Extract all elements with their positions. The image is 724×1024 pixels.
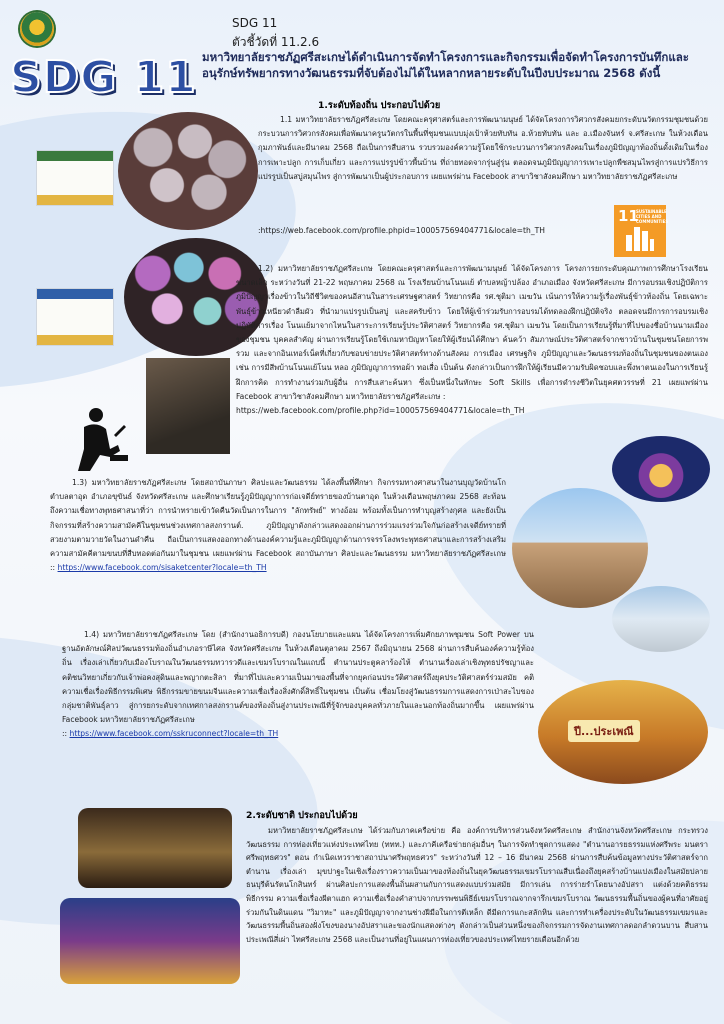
paragraph-1-1-link-row xyxy=(258,224,678,238)
sdg-badge-number: 11 xyxy=(618,207,639,225)
performance-stage-photo xyxy=(78,808,232,888)
paragraph-text: 1.1 มหาวิทยาลัยราชภัฏศรีสะเกษ โดยคณะครุศาสตร์และการพัฒนามนุษย์ ได้จัดโครงการวิศวกรสังคมยกระดับนวัตกรรมชุมชนด้วยกระบวนการวิศวกรสังคมเพื่อพัฒนาครูนวัตกรในพื้นที่ชุมชนแบบมุ่งเป้าห้วยทับทัน อ.ห้วยทับทัน และ อ.เมืองจันทร์ จ.ศรีสะเกษ ในห้วงเดือนกุมภาพันธ์และมีนาคม 2568 ถือเป็นการสืบสาน รวบรวมองค์ความรู้โดยใช้กระบวนการวิศวกรสังคมในเรื่องภูมิปัญญาท้องถิ่นดั้งเดิมในเรื่องการเพาะปลูก การเก็บเกี่ยว และการแปรรูปข้าวพื้นบ้าน ที่ถ่ายทอดจากรุ่นสู่รุ่น ตลอดจนภูมิปัญญาการเพาะปลูกพืชสมุนไพรสู่การแปรวิธีการแปรรูปเป็นสบู่สมุนไพร สู่การพัฒนาเป็นผู้ประกอบการ เผยแพร่ผ่าน Facebook สาขาวิชาสังคมศึกษา มหาวิทยาลัยราชภัฏศรีสะเกษ xyxy=(258,115,708,181)
white-temple-photo xyxy=(612,586,710,652)
project-poster-2 xyxy=(36,288,114,346)
university-logo xyxy=(20,12,54,46)
mural-caption: ปี...ประเพณี xyxy=(568,720,640,742)
paragraph-text: 1.3) มหาวิทยาลัยราชภัฏศรีสะเกษ โดยสถาบันภาษา ศิลปะและวัฒนธรรม ได้ลงพื้นที่ศึกษา กิจกรรมทางศาสนาในงานบุญวัดบ้านโก ตำบลตาอุด อำเภอขุขันธ์ จังหวัดศรีสะเกษ และศึกษาเรียนรู้ภูมิปัญญาการก่อเจดีย์ทรายของบ้านตาอุด ในห้วงเดือนพฤษภาคม 2568 สะท้อนถึงความเชื่อทางพุทธศาสนาที่ว่า การนำทรายเข้าวัดคืนวัดเป็นการในการ "ลักทรัพย์" ทางอ้อม พร้อมทั้งเป็นการทำบุญสร้างกุศล และยังเป็นกิจกรรมที่สร้างความสามัคคีในชุมชนช่วงเทศกาลสงกรานต์. ภูมิปัญญาดังกล่าวแสดงออกผ่านการร่วมแรงร่วมใจกันก่อสร้างเจดีย์ทรายที่สวยงามตามวายวัดในงานดำคืน ถือเป็นการแสดงออกทางด้านองค์ความรู้และภูมิปัญญาด้านการจรรโลงพระพุทธศาสนาและการสร้างเสริมความสามัคคีตามขนบที่สืบทอดต่อกันมาในชุมชน เผยแพร่ผ่าน Facebook สถาบันภาษา ศิลปะและวัฒนธรรม มหาวิทยาลัยราชภัฏศรีสะเกษ :: xyxy=(50,478,506,573)
paragraph-1-2 xyxy=(236,262,708,418)
weaving-workshop-photo xyxy=(146,358,230,454)
herbal-soap-cups-photo xyxy=(118,112,258,230)
sdg-badge-caption: SUSTAINABLE CITIES AND COMMUNITIES xyxy=(636,209,669,224)
paragraph-1-4: 1.4) มหาวิทยาลัยราชภัฏศรีสะเกษ โดย (สำนักงานอธิการบดี) กองนโยบายและแผน ได้จัดโครงการเพิ่มศักยภาพชุมชน Soft Power บนฐานอัตลักษณ์ศิลปวัฒนธรรมท้องถิ่นอำเภอราษีไศล จังหวัดศรีสะเกษ ในห้วงเดือนตุลาคม 2567 ถึงมิถุนายน 2568 ผ่านการสืบค้นองค์ความรู้ท้องถิ่น เรื่องเล่าเกี่ยวกับเมืองโบราณในวัฒนธรรมทวารวดีและเขมรโบราณในแถบนี้ ตำนานประตูคลาร้องไห้ ตำนานเรื่องเล่าเชิงพุทธปรัชญาและคติชนวิทยาเกี่ยวกับเจ้าพ่อคงสุดินและพญากตะสิลา ที่มาที่ไปและความเป็นมาของพื้นที่จากยุคก่อนประวัติศาสตร์ถึงยุคประวัติศาสตร์ร่วมสมัย คติความเชื่อเรื่องพิธีกรรมพิเศษ พิธีกรรมขายขนมจีนและความเชื่อเรื่องสิ่งศักดิ์สิทธิ์ในชุมชน เป็นต้น เชื่อมโยงสู่วัฒนธรรมการแสดงการเป่าสะไบของกลุ่มชาติพันธุ์ลาว สู่การยกระดับจากเทศกาลสงกรานต์ของท้องถิ่นสู่งานประเพณีที่รู้จักของบุคคลทั่วภายในและนอกท้องถิ่นมากขึ้น เผยแพร่ผ่าน Facebook มหาวิทยาลัยราชภัฏศรีสะเกษ :: https://www.facebook.com/sskruconnect?locale=th_TH xyxy=(62,630,534,739)
indicator-label: ตัวชี้วัดที่ 11.2.6 xyxy=(232,35,320,49)
paragraph-1-3 xyxy=(50,476,506,575)
paragraph-1-1 xyxy=(258,113,708,184)
sdg-title-badge: SDG 11 xyxy=(10,52,197,103)
sdg-label: SDG 11 xyxy=(232,16,278,30)
paragraph-text: 1.2) มหาวิทยาลัยราชภัฏศรีสะเกษ โดยคณะครุศาสตร์และการพัฒนามนุษย์ ได้จัดโครงการ โครงการยกระดับคุณภาพการศึกษาโรงเรียนขนาดเล็ก ระหว่างวันที่ 21-22 พฤษภาคม 2568 ณ โรงเรียนบ้านโนนแย้ ตำบลหญ้าปล้อง อำเภอเมือง จังหวัดศรีสะเกษ มีการอบรมเชิงปฏิบัติการภูมิปัญญาเรื่องข้าวในวิถีชีวิตของคนอีสานในสาระเศรษฐศาสตร์ วิทยากรคือ รศ.ชุติมา เมฆวัน เน้นการให้ความรู้เรื่องพันธุ์ข้าวท้องถิ่น โดยเฉพาะพันธุ์ข้าวเหนียวดำลืมผัว ที่นำมาแปรรูปเป็นสบู่ และสครับข้าว โดยให้ผู้เข้าร่วมรับการอบรมได้ทดลองฝึกปฏิบัติจริง ตลอดจนมีการการอบรมเชิงปฏิบัติการเรื่อง โนนแย้มาจากไหนในสาระการเรียนรู้ประวัติศาสตร์ วิทยากรคือ รศ.ชุติมา เมฆวัน โดยเป็นการเรียนรู้ที่มาที่ไปของชื่อบ้านนามเมืองของชุมชน บุคคลสำคัญ ผ่านการเรียนรู้โดยใช้เกมหาปัญหาโดยให้ผู้เรียนได้ศึกษา ค้นคว้า สัมภาษณ์ประวัติศาสตร์จากชาวบ้านในชุมชนโดยการพรวม และจากอินเทอร์เน็ตที่เกี่ยวกับชอบข่ายประวัติศาสตร์ทางด้านสังคม การเมือง เศรษฐกิจ ภูมิปัญญาและวัฒนธรรมท้องถิ่นในชุมชนของตนเอง เช่น การมีสีพบ้านโนนแย้โนน หลอ ภูมิปัญญาการทอผ้า ทอเสื่อ เป็นต้น ดังกล่าวเป็นการฝึกให้ผู้เรียนมีความรับผิดชอบและพึ่งพาตนเองในการเรียนรู้ ฝึกการคิด การทำงานร่วมกับผู้อื่น การสืบเสาะค้นหา ซึ่งเป็นหนึ่งในทักษะ Soft Skills เพื่อการดำรงชีวิตในยุคศตวรรษที่ 21 เผยแพร่ผ่าน Facebook สาขาวิชาสังคมศึกษา มหาวิทยาลัยราชภัฏศรีสะเกษ : xyxy=(236,264,708,401)
page-title: มหาวิทยาลัยราชภัฏศรีสะเกษได้ดำเนินการจัดทำโครงการและกิจกรรมเพื่อจัดทำโครงการบันทึกและอนุรักษ์ทรัพยากรทางวัฒนธรรมที่จับต้องไม่ได้ในหลากหลายระดับในปีงบประมาณ 2568 ดังนี้ xyxy=(202,50,689,80)
night-temple-photo xyxy=(612,436,710,502)
paragraph-text: มหาวิทยาลัยราชภัฏศรีสะเกษ ได้ร่วมกับภาคเครือข่าย คือ องค์การบริหารส่วนจังหวัดศรีสะเกษ สำนักงานจังหวัดศรีสะเกษ กระทรวงวัฒนธรรม การท่องเที่ยวแห่งประเทศไทย (ททท.) และภาคีเครือข่ายกลุ่มอื่นๆ ในการจัดทำชุดการแสดง "ตำนานอารยธรรมแห่งศรีพระ มนตราศรีพฤทธศวร" ตอน กำเนิดเทวราชาสถาปนาศรีพฤทธศวร" ระหว่างวันที่ 12 – 16 มีนาคม 2568 ผ่านการสืบค้นข้อมูลทางประวัติศาสตร์จากตำนาน เรื่องเล่า มุขปาฐะในเชิงเรื่องราวความเป็นมาของท้องถิ่นในยุควัฒนธรรมเขมรโบราณสืบเนื่องถึงยุคสร้างบ้านแปงเมืองในสมัยปลายธนบุรีต้นรัตนโกสินทร์ ผ่านศิลปะการแสดงพื้นถิ่นผสานกับการแสดงแบบร่วมสมัย มีการเล่น การร่ายรำโดยนางอัปสรา แต่งด้วยคติธรรม พิธีกรรม ความเชื่อเรื่องผีตาแฮก ความเชื่อเรื่องคำสาปจากบรรพชนพิธีย์เขมรโบราณจากจารึกเขมรโบราณ วัฒนธรรมพื้นถิ่นของผู้คนที่อาศัยอยู่ร่วมกันในดินแดน "วิมาหะ" และภูมิปัญญาจากงานช่างฝีมือในการตีเหล็ก ดีมีดการแกะสลักหิน และการทำเครื่องประดับในวัฒนธรรมเขมรและวัฒนธรรมพื้นถิ่นสองฝั่งโขงของนางอัปสราและของนักแสดงต่างๆ ดังกล่าวเป็นส่วนหนึ่งของกิจกรรมการจัดงานเทศกาลดอกลำดวนบาน สืบสานประเพณีสี่เผ่า ไทศรีสะเกษ 2568 และเป็นงานที่อยู่ในแผนการท่องเที่ยวของประเทศไทยรายเดือนอีกด้วย xyxy=(246,826,708,944)
facebook-link[interactable]: https://www.facebook.com/sskruconnect?locale=th_TH xyxy=(69,729,279,739)
facebook-link[interactable]: https://www.facebook.com/sisaketcenter?locale=th_TH xyxy=(57,563,267,573)
section1-heading: 1.ระดับท้องถิ่น ประกอบไปด้วย xyxy=(318,100,441,111)
festival-mural-photo xyxy=(538,680,708,784)
sand-pagoda-photo xyxy=(512,488,648,608)
paragraph-text: 1.4) มหาวิทยาลัยราชภัฏศรีสะเกษ โดย (สำนักงานอธิการบดี) กองนโยบายและแผน ได้จัดโครงการเพิ่มศักยภาพชุมชน Soft Power บนฐานอัตลักษณ์ศิลปวัฒนธรรมท้องถิ่นอำเภอราษีไศล จังหวัดศรีสะเกษ ในห้วงเดือนตุลาคม 2567 ถึงมิถุนายน 2568 ผ่านการสืบค้นองค์ความรู้ท้องถิ่น เรื่องเล่าเกี่ยวกับเมืองโบราณในวัฒนธรรมทวารวดีและเขมรโบราณในแถบนี้ ตำนานประตูคลาร้องไห้ ตำนานเรื่องเล่าเชิงพุทธปรัชญาและคติชนวิทยาเกี่ยวกับเจ้าพ่อคงสุดินและพญากตะสิลา ที่มาที่ไปและความเป็นมาของพื้นที่จากยุคก่อนประวัติศาสตร์ถึงยุคประวัติศาสตร์ร่วมสมัย คติความเชื่อเรื่องพิธีกรรมพิเศษ พิธีกรรมขายขนมจีนและความเชื่อเรื่องสิ่งศักดิ์สิทธิ์ในชุมชน เป็นต้น เชื่อมโยงสู่วัฒนธรรมการแสดงการเป่าสะไบของกลุ่มชาติพันธุ์ลาว สู่การยกระดับจากเทศกาลสงกรานต์ของท้องถิ่นสู่งานประเพณีที่รู้จักของบุคคลทั่วภายในและนอกท้องถิ่นมากขึ้น เผยแพร่ผ่าน Facebook มหาวิทยาลัยราชภัฏศรีสะเกษ xyxy=(62,630,534,725)
section2-heading: 2.ระดับชาติ ประกอบไปด้วย xyxy=(246,810,358,821)
paragraph-2-1 xyxy=(246,824,708,946)
facebook-link[interactable]: :https://web.facebook.com/profile.phpid=100057569404771&locale=th_TH xyxy=(258,226,545,235)
facebook-link[interactable]: https://web.facebook.com/profile.php?id=100057569404771&locale=th_TH xyxy=(236,406,525,416)
project-poster-1 xyxy=(36,150,114,206)
artisan-silhouette-icon xyxy=(70,405,132,475)
performance-cast-photo xyxy=(60,898,240,984)
